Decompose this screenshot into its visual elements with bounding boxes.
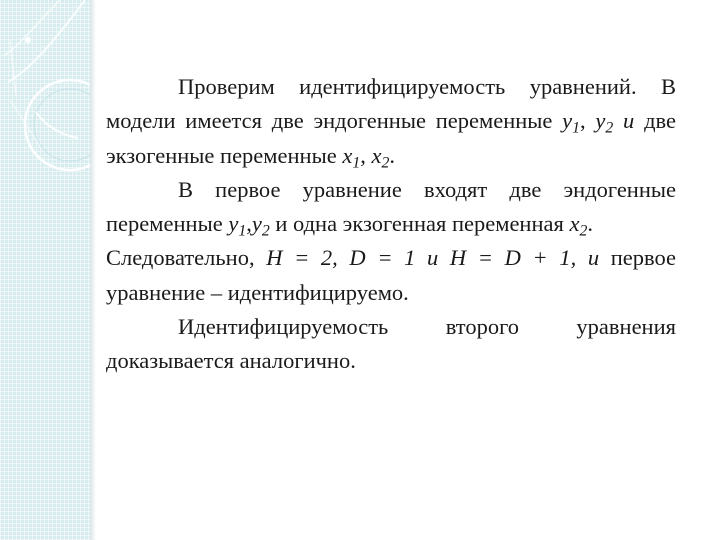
decorative-side-band [0, 0, 90, 540]
swirl-decoration-icon [0, 0, 90, 540]
paragraph-1: Проверим идентифицируемость уравнений. В модели имеется две эндогенные переменные $y_1$, $y_2$ и две экзогенные переменные $x_1$, $x_2$. [106, 74, 677, 172]
var-x2: $x_2$ [371, 142, 390, 172]
paragraph-4: Идентифицируемость второго уравнения доказывается аналогично. [106, 314, 676, 374]
var-x1: $x_1$ [342, 142, 361, 172]
slide-body [106, 70, 676, 379]
var-y1: $y_1$ [228, 211, 247, 240]
paragraph-2: В первое уравнение входят две эндогенные переменные $y_1,y_2$ и одна экзогенная переменная $x_2$. [106, 176, 676, 240]
var-y1: $y_1$ [562, 108, 581, 138]
paragraph-3: Следовательно, H = 2, D = 1 и H = D + 1, и первое уравнение – идентифицируемо. [106, 245, 676, 305]
formula: H = 2, D = 1 и H = D + 1, и [266, 245, 600, 271]
var-x2: $x_2$ [569, 211, 588, 240]
var-y2: $y_2$ и [595, 108, 635, 138]
band-edge-shadow [90, 0, 96, 540]
var-y2: $y_2$ [251, 211, 270, 240]
